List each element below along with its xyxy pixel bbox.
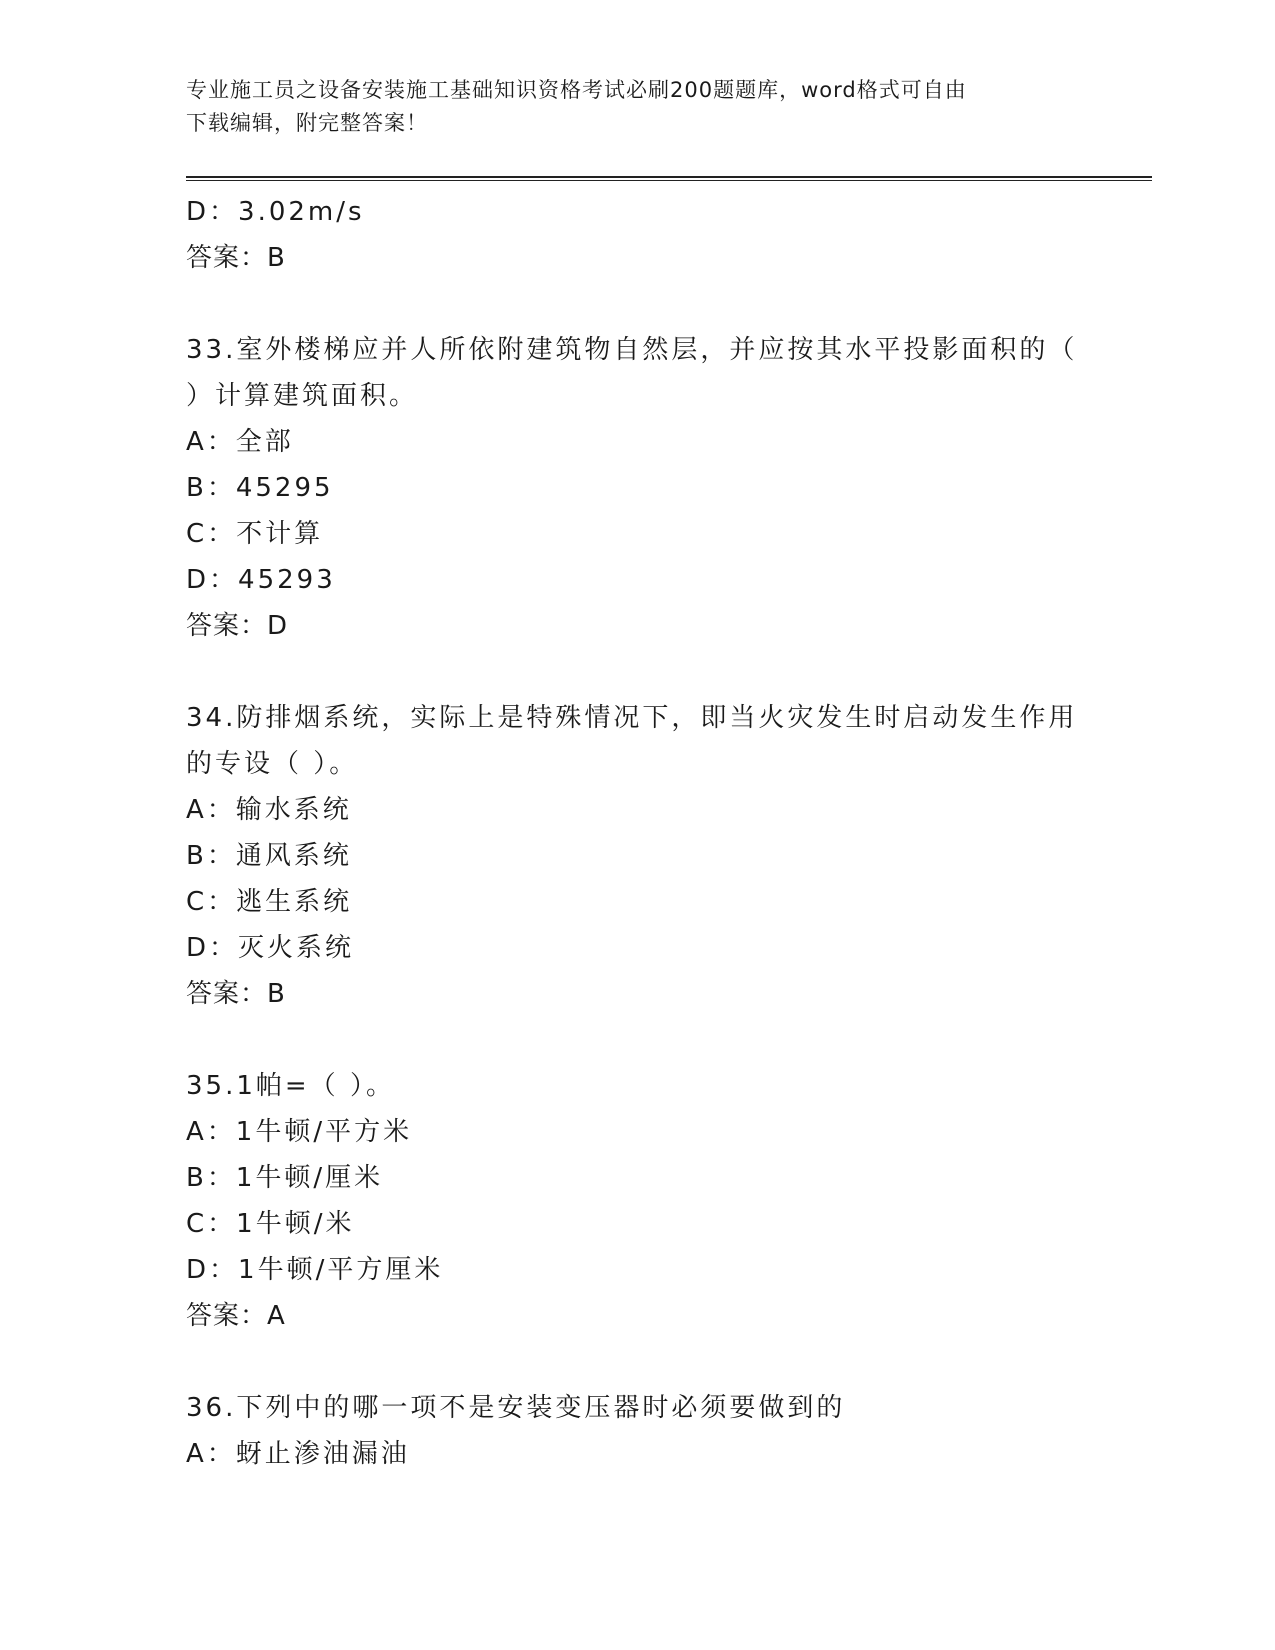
question-34-option-c: C：逃生系统 — [186, 887, 353, 917]
header-divider — [186, 176, 1152, 181]
prev-option-d: D：3.02m/s — [186, 197, 365, 227]
question-33-option-c: C：不计算 — [186, 519, 324, 549]
question-36 — [186, 1385, 1086, 1477]
question-35-stem: 35.1帕=（ ）。 — [186, 1071, 395, 1101]
question-36-option-a: A：蚜止渗油漏油 — [186, 1439, 410, 1469]
document-header — [186, 74, 1086, 140]
header-line-1: 专业施工员之设备安装施工基础知识资格考试必刷200题题库，word格式可自由 — [186, 78, 967, 102]
question-34 — [186, 695, 1086, 1017]
question-33-option-d: D：45293 — [186, 565, 336, 595]
question-33-option-a: A：全部 — [186, 427, 294, 457]
spacer — [186, 1339, 1086, 1385]
question-34-option-d: D：灭火系统 — [186, 933, 355, 963]
spacer — [186, 1017, 1086, 1063]
question-35 — [186, 1063, 1086, 1339]
question-34-option-b: B：通风系统 — [186, 841, 352, 871]
question-33 — [186, 327, 1086, 649]
question-list — [186, 189, 1086, 1477]
question-34-stem-1: 34.防排烟系统，实际上是特殊情况下，即当火灾发生时启动发生作用 — [186, 703, 1078, 733]
question-36-stem: 36.下列中的哪一项不是安装变压器时必须要做到的 — [186, 1393, 846, 1423]
prev-answer: 答案：B — [186, 243, 286, 273]
question-35-option-d: D：1牛顿/平方厘米 — [186, 1255, 444, 1285]
header-line-2: 下载编辑，附完整答案！ — [186, 111, 428, 135]
question-34-option-a: A：输水系统 — [186, 795, 352, 825]
question-35-option-c: C：1牛顿/米 — [186, 1209, 355, 1239]
question-33-stem-1: 33.室外楼梯应并人所依附建筑物自然层，并应按其水平投影面积的（ — [186, 335, 1078, 365]
question-34-stem-2: 的专设（ ）。 — [186, 749, 359, 779]
question-35-answer: 答案：A — [186, 1301, 286, 1331]
question-33-stem-2: ）计算建筑面积。 — [186, 381, 419, 411]
question-35-option-b: B：1牛顿/厘米 — [186, 1163, 384, 1193]
question-35-option-a: A：1牛顿/平方米 — [186, 1117, 413, 1147]
question-33-option-b: B：45295 — [186, 473, 334, 503]
question-34-answer: 答案：B — [186, 979, 286, 1009]
spacer — [186, 281, 1086, 327]
question-33-answer: 答案：D — [186, 611, 289, 641]
spacer — [186, 649, 1086, 695]
